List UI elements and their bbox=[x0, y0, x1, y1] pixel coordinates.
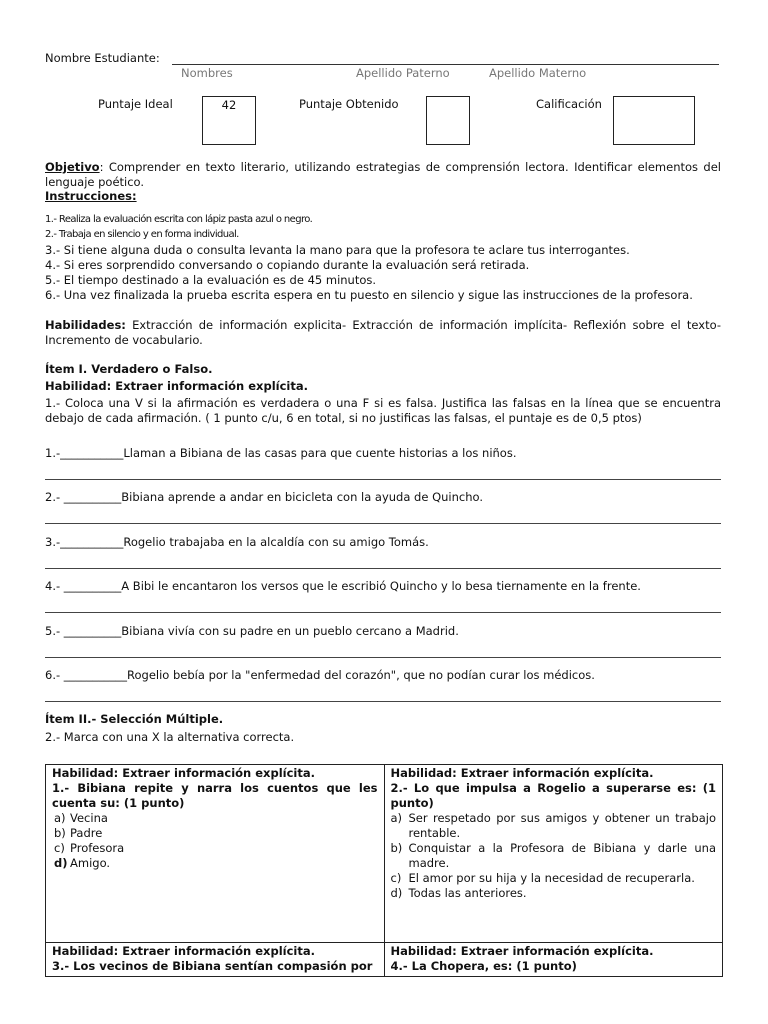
justify-line-4[interactable] bbox=[45, 612, 721, 613]
objetivo-label: Objetivo bbox=[45, 160, 100, 174]
justify-line-5[interactable] bbox=[45, 657, 721, 658]
instruccion-5: 5.- El tiempo destinado a la evaluación es de 45 minutos. bbox=[45, 273, 377, 287]
justify-line-2[interactable] bbox=[45, 523, 721, 524]
q1-habilidad: Habilidad: Extraer información explícita. bbox=[52, 766, 315, 780]
instruccion-2: 2.- Trabaja en silencio y en forma individual. bbox=[45, 229, 239, 240]
multiple-choice-table bbox=[45, 764, 723, 977]
habilidades-label: Habilidades: bbox=[45, 318, 126, 332]
question-cell-2 bbox=[384, 765, 723, 943]
calificacion-label: Calificación bbox=[536, 97, 602, 111]
q1-option-c[interactable]: c) Profesora bbox=[54, 841, 125, 855]
q2-option-b[interactable]: b) Conquistar a la Profesora de Bibiana y darle una madre. bbox=[390, 841, 716, 870]
q4-habilidad: Habilidad: Extraer información explícita. bbox=[390, 944, 654, 958]
student-name-line[interactable] bbox=[172, 64, 719, 65]
sub-label-apellido-paterno: Apellido Paterno bbox=[356, 66, 450, 80]
justify-line-6[interactable] bbox=[45, 701, 721, 702]
statement-5: 5.- __________Bibiana vivía con su padre en un pueblo cercano a Madrid. bbox=[45, 624, 459, 638]
q2-option-d[interactable]: d) Todas las anteriores. bbox=[390, 886, 527, 900]
item1-habilidad: Habilidad: Extraer información explícita. bbox=[45, 379, 308, 393]
q3-habilidad: Habilidad: Extraer información explícita. bbox=[52, 944, 315, 958]
puntaje-ideal-value: 42 bbox=[221, 98, 237, 112]
instruccion-4: 4.- Si eres sorprendido conversando o copiando durante la evaluación será retirada. bbox=[45, 258, 530, 272]
puntaje-obtenido-label: Puntaje Obtenido bbox=[299, 97, 399, 111]
habilidades-text: Extracción de información explicita- Extracción de información implícita- Reflexión sobre el texto- Incremento de vocabulario. bbox=[45, 318, 721, 347]
statement-1: 1.-___________Llaman a Bibiana de las casas para que cuente historias a los niños. bbox=[45, 446, 517, 460]
item1-title: Ítem I. Verdadero o Falso. bbox=[45, 362, 213, 376]
statement-2: 2.- __________Bibiana aprende a andar en bicicleta con la ayuda de Quincho. bbox=[45, 490, 484, 504]
objetivo-text: : Comprender en texto literario, utilizando estrategias de comprensión lectora. Identificar elementos del lenguaje poético. bbox=[45, 160, 721, 189]
q2-option-c[interactable]: c) El amor por su hija y la necesidad de recuperarla. bbox=[390, 871, 695, 885]
instruccion-6: 6.- Una vez finalizada la prueba escrita espera en tu puesto en silencio y sigue las instrucciones de la profesora. bbox=[45, 288, 693, 302]
justify-line-1[interactable] bbox=[45, 479, 721, 480]
item2-instruction: 2.- Marca con una X la alternativa correcta. bbox=[45, 730, 295, 744]
q4-text: 4.- La Chopera, es: (1 punto) bbox=[390, 959, 577, 973]
statement-3: 3.-___________Rogelio trabajaba en la alcaldía con su amigo Tomás. bbox=[45, 535, 429, 549]
puntaje-obtenido-box[interactable] bbox=[426, 96, 470, 145]
calificacion-box[interactable] bbox=[613, 96, 695, 145]
justify-line-3[interactable] bbox=[45, 568, 721, 569]
sub-label-apellido-materno: Apellido Materno bbox=[489, 66, 587, 80]
q2-habilidad: Habilidad: Extraer información explícita. bbox=[390, 766, 654, 780]
sub-label-nombres: Nombres bbox=[181, 66, 233, 80]
habilidades-paragraph bbox=[45, 318, 721, 348]
question-cell-3 bbox=[46, 943, 385, 977]
q2-option-a[interactable]: a) Ser respetado por sus amigos y obtener un trabajo rentable. bbox=[390, 811, 716, 840]
objetivo-paragraph bbox=[45, 160, 721, 190]
q1-option-d[interactable]: d) Amigo. bbox=[54, 856, 111, 870]
q3-text: 3.- Los vecinos de Bibiana sentían compasión por bbox=[52, 959, 373, 973]
q1-text: 1.- Bibiana repite y narra los cuentos que les cuenta su: (1 punto) bbox=[52, 781, 378, 810]
question-cell-1 bbox=[46, 765, 385, 943]
instruccion-3: 3.- Si tiene alguna duda o consulta levanta la mano para que la profesora te aclare tus interrogantes. bbox=[45, 243, 630, 257]
q1-option-a[interactable]: a) Vecina bbox=[54, 811, 108, 825]
puntaje-ideal-box bbox=[202, 96, 256, 145]
instruccion-1: 1.- Realiza la evaluación escrita con lápiz pasta azul o negro. bbox=[45, 214, 313, 225]
item2-title: Ítem II.- Selección Múltiple. bbox=[45, 712, 224, 726]
question-cell-4 bbox=[384, 943, 723, 977]
statement-4: 4.- __________A Bibi le encantaron los versos que le escribió Quincho y lo besa tiernamente en la frente. bbox=[45, 579, 641, 593]
instrucciones-title: Instrucciones: bbox=[45, 189, 137, 203]
student-name-label: Nombre Estudiante: bbox=[45, 51, 160, 65]
q2-text: 2.- Lo que impulsa a Rogelio a superarse es: (1 punto) bbox=[390, 781, 716, 810]
item1-instruction: 1.- Coloca una V si la afirmación es verdadera o una F si es falsa. Justifica las falsas en la línea que se encuentra debajo de cada afirmación. ( 1 punto c/u, 6 en total, si no justificas las falsas, el puntaje es de 0,5 ptos) bbox=[45, 396, 721, 425]
statement-6: 6.- ___________Rogelio bebía por la "enfermedad del corazón", que no podían curar los médicos. bbox=[45, 668, 595, 682]
q1-option-b[interactable]: b) Padre bbox=[54, 826, 103, 840]
puntaje-ideal-label: Puntaje Ideal bbox=[98, 97, 173, 111]
